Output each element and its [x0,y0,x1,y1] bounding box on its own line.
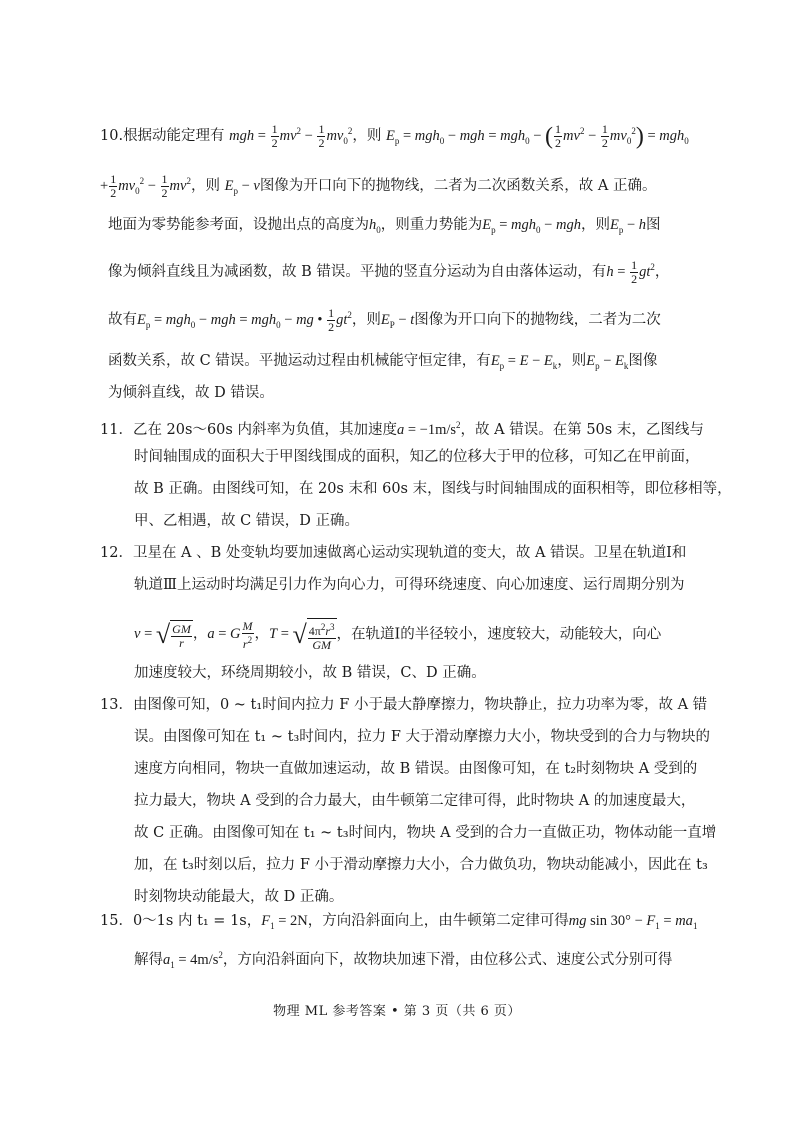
answer-11-line-3: 故 B 正确。由图线可知，在 20s 末和 60s 末，图线与时间轴围成的面积相等，即位移相等， [134,481,732,497]
answer-10-line-6: 函数关系，故 C 错误。平抛运动过程由机械能守恒定律，有$E_p = E - E_k$，则$E_p - E_k$图像 [108,353,658,371]
answer-15-number: 15． [100,913,133,929]
answer-10-line-3: 地面为零势能参考面，设抛出点的高度为$h_0$，则重力势能为$E_p = mgh_0$ − mgh，则$E_p - h$图 [108,217,661,235]
answer-12-line-4: 加速度较大，环绕周期较小，故 B 错误，C、D 正确。 [134,665,486,681]
answer-13-line-1: 13．由图像可知，0 ~ t₁时间内拉力 F 小于最大静摩擦力，物块静止，拉力功率为零，故 A 错 [100,697,708,713]
answer-12-line-3: v = √ $\frac{GM}{r}$ ，a = G $\frac{M}{r^2}$ ，T = √ $\frac{4\pi^2r^3}{GM}$ ，在轨道Ⅰ的半径较小，速度较大，动能较大，向心 [134,618,662,652]
answer-10-line-4: 像为倾斜直线且为减函数，故 B 错误。平抛的竖直分运动为自由落体运动，有h = $\frac{1}{2}$ $gt^2$， [108,258,670,286]
answer-11-line-1: 11．乙在 20s～60s 内斜率为负值，其加速度$a = -1m/s^2$，故 A 错误。在第 50s 末，乙图线与 [100,420,704,438]
answer-13-line-5: 故 C 正确。由图像可知在 t₁ ~ t₃时间内，物块 A 受到的合力一直做正功，物体动能一直增 [134,825,717,841]
answer-13-line-3: 速度方向相同，物块一直做加速运动，故 B 错误。由图像可知，在 t₂时刻物块 A 受到的 [134,761,698,777]
answer-10-number: 10. [100,127,124,144]
answer-13-line-6: 加，在 t₃时刻以后，拉力 F 小于滑动摩擦力大小，合力做负功，物块动能减小，因此在 t₃ [134,857,708,873]
formula: + $\frac{1}{2}$ $mv_0^2$ − $\frac{1}{2}$ $mv^2$ [100,172,191,200]
formula: $E_p = mgh_0$ − mgh = mgh$_0$ − ( $\frac{1}{2}$ $mv^2$ − $\frac{1}{2}$ $mv_0^2) = mgh_0$ [385,122,689,150]
answer-12-line-1: 12．卫星在 A 、B 处变轨均要加速做离心运动实现轨道的变大，故 A 错误。卫星在轨道Ⅰ和 [100,545,687,561]
answer-11-line-4: 甲、乙相遇，故 C 错误，D 正确。 [134,513,360,529]
answer-10-line-1: 10.根据动能定理有 mgh = $\frac{1}{2}$ $mv^2$ − $\frac{1}{2}$ $mv_0^2$，则 $E_p = mgh_0$ − mgh = mgh$_0$ − ( $\frac{1}{2}$ $mv^2$ − $\frac{1}{2}$ $mv_0^2) = mgh_0$ [100,122,689,150]
answer-13-line-2: 误。由图像可知在 t₁ ~ t₃时间内，拉力 F 大于滑动摩擦力大小，物块受到的合力与物块的 [134,729,711,745]
answer-10-line-5: 故有$E_p = mgh_0$ − mgh = mgh$_0$ − mg • $\frac{1}{2}$ $gt^2$，则$E_P - t$图像为开口向下的抛物线，二者为二次 [108,306,661,334]
answer-12-number: 12． [100,545,133,561]
answer-12-line-2: 轨道Ⅲ上运动时均满足引力作为向心力，可得环绕速度、向心加速度、运行周期分别为 [134,577,685,593]
answer-13-number: 13． [100,697,133,713]
answer-13-line-4: 拉力最大，物块 A 受到的合力最大，由牛顿第二定律可得，此时物块 A 的加速度最大， [134,793,696,809]
answer-13-line-7: 时刻物块动能最大，故 D 正确。 [134,889,344,905]
answer-11-number: 11． [100,421,133,438]
answer-11-line-2: 时间轴围成的面积大于甲图线围成的面积，知乙的位移大于甲的位移，可知乙在甲前面， [134,449,700,465]
answer-10-line-2: + $\frac{1}{2}$ $mv_0^2$ − $\frac{1}{2}$ $mv^2$，则 $E_p - v$图像为开口向下的抛物线，二者为二次函数关系，故 A 正确。 [100,172,657,200]
page-footer: 物理 ML 参考答案 • 第 3 页（共 6 页） [273,1004,521,1019]
answer-15-line-1: 15．0～1s 内 t₁ = 1s，$F_1 = 2N$，方向沿斜面向上，由牛顿第二定律可得mg $\sin 30^\circ - F_1 = ma_1$ [100,913,698,931]
answer-10-line-7: 为倾斜直线，故 D 错误。 [108,385,274,401]
formula: mgh = $\frac{1}{2}$ $mv^2$ − $\frac{1}{2}$ $mv_0^2$ [229,122,353,150]
answer-15-line-2: 解得$a_1 = 4m/s^2$，方向沿斜面向下，故物块加速下滑，由位移公式、速度公式分别可得 [134,950,673,970]
